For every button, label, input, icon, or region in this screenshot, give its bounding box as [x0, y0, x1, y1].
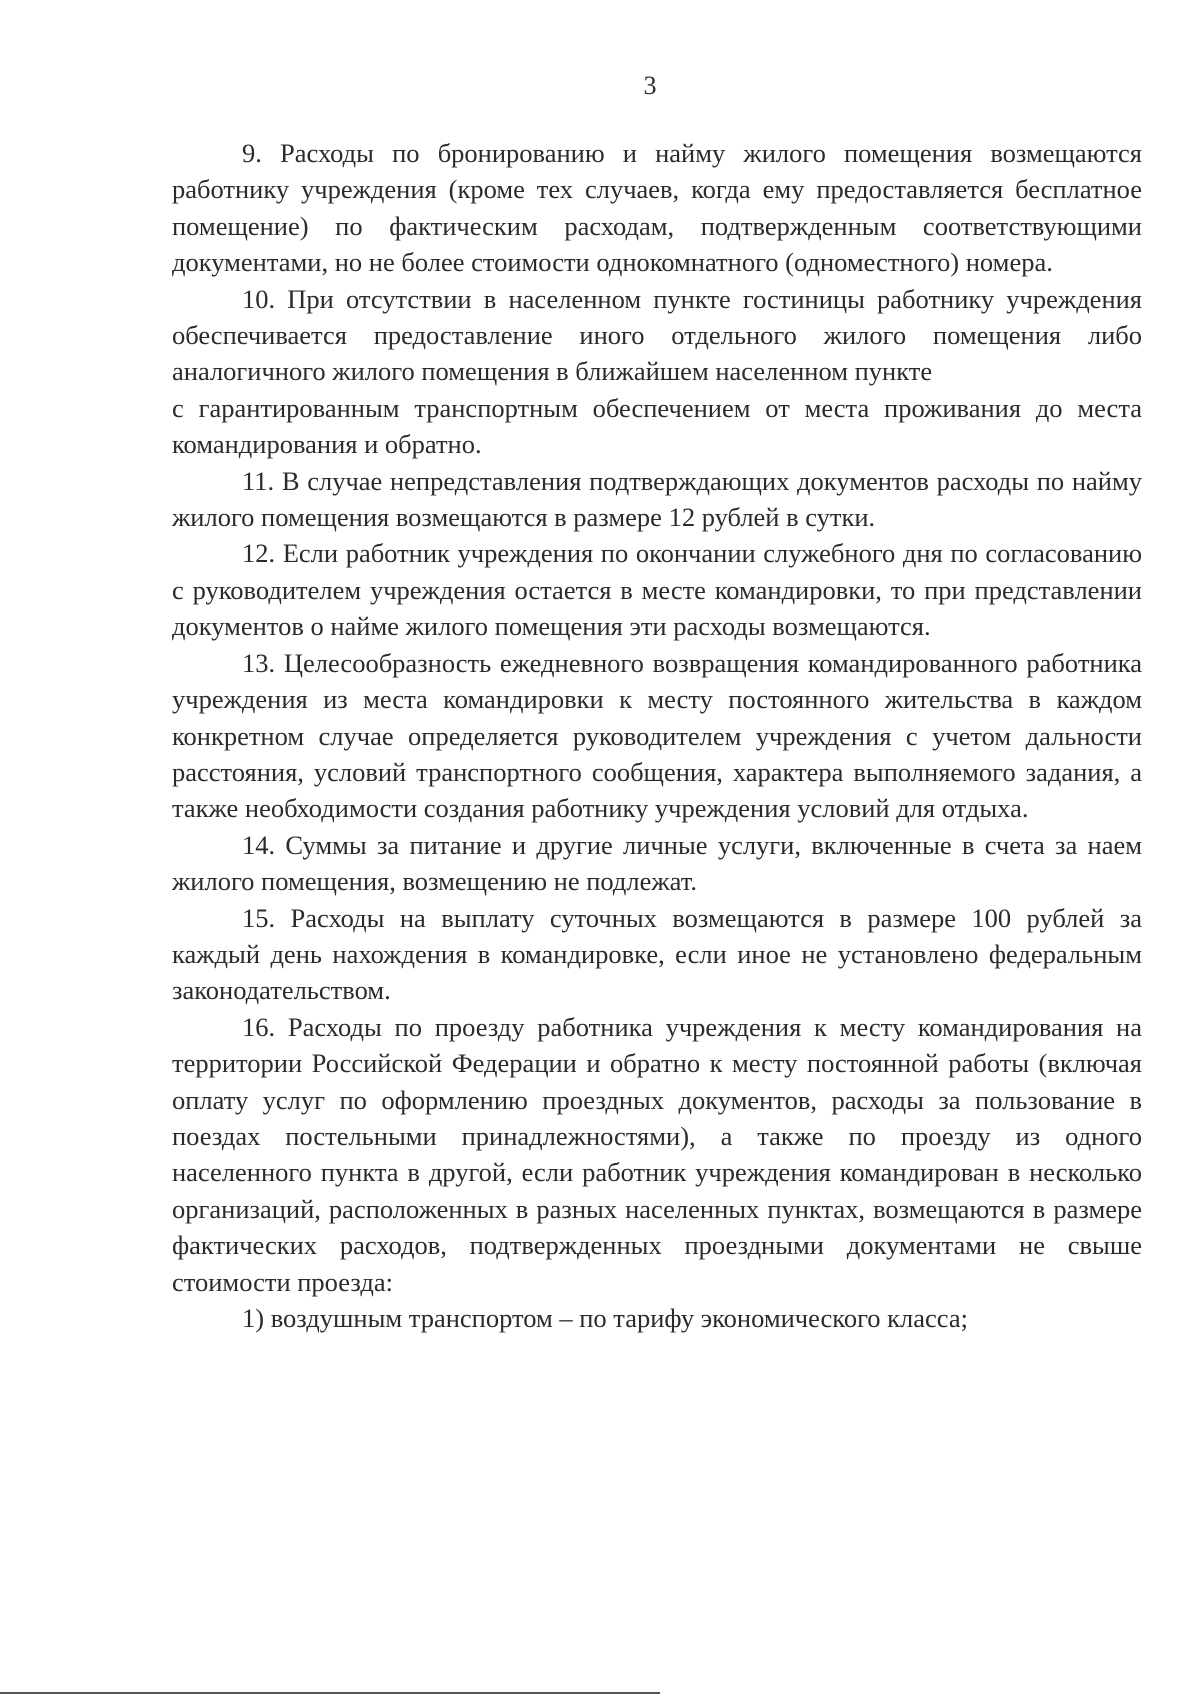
paragraph-11: 11. В случае непредставления подтверждающих документов расходы по найму жилого помещения возмещаются в размере 12 рублей в сутки.: [172, 465, 1142, 533]
paragraph-16-item-1: 1) воздушным транспортом – по тарифу экономического класса;: [242, 1303, 969, 1333]
page-number: 3: [643, 71, 657, 100]
paragraph-9: 9. Расходы по бронированию и найму жилого помещения возмещаются работнику учреждения (кроме тех случаев, когда ему предоставляется бесплатное помещение) по фактическим расходам, подтвержденным соответствующими документами, но не более стоимости однокомнатного (одноместного) номера.: [172, 138, 1142, 278]
paragraph-13: 13. Целесообразность ежедневного возвращения командированного работника учреждения из места командировки к месту постоянного жительства в каждом конкретном случае определяется руководителем учреждения с учетом дальности расстояния, условий транспортного сообщения, характера выполняемого задания, а также необходимости создания работнику учреждения условий для отдыха.: [172, 647, 1142, 824]
bottom-divider: [0, 1692, 660, 1694]
paragraph-16: 16. Расходы по проезду работника учреждения к месту командирования на территории Российской Федерации и обратно к месту постоянной работы (включая оплату услуг по оформлению проездных документов, расходы за пользование в поездах постельными принадлежностями), а также по проезду из одного населенного пункта в другой, если работник учреждения командирован в несколько организаций, расположенных в разных населенных пунктах, возмещаются в размере фактических расходов, подтвержденных проездными документами не свыше стоимости проезда:: [172, 1011, 1142, 1297]
paragraph-10: 10. При отсутствии в населенном пункте гостиницы работнику учреждения обеспечивается предоставление иного отдельного жилого помещения либо аналогичного жилого помещения в ближайшем населенном пункте: [172, 283, 1142, 387]
paragraph-14: 14. Суммы за питание и другие личные услуги, включенные в счета за наем жилого помещения, возмещению не подлежат.: [172, 829, 1142, 897]
paragraph-15: 15. Расходы на выплату суточных возмещаются в размере 100 рублей за каждый день нахождения в командировке, если иное не установлено федеральным законодательством.: [172, 902, 1142, 1006]
document-body: [172, 135, 1142, 1336]
paragraph-10-continuation: с гарантированным транспортным обеспечением от места проживания до места командирования и обратно.: [172, 392, 1142, 460]
paragraph-12: 12. Если работник учреждения по окончании служебного дня по согласованию с руководителем учреждения остается в месте командировки, то при представлении документов о найме жилого помещения эти расходы возмещаются.: [172, 538, 1142, 642]
